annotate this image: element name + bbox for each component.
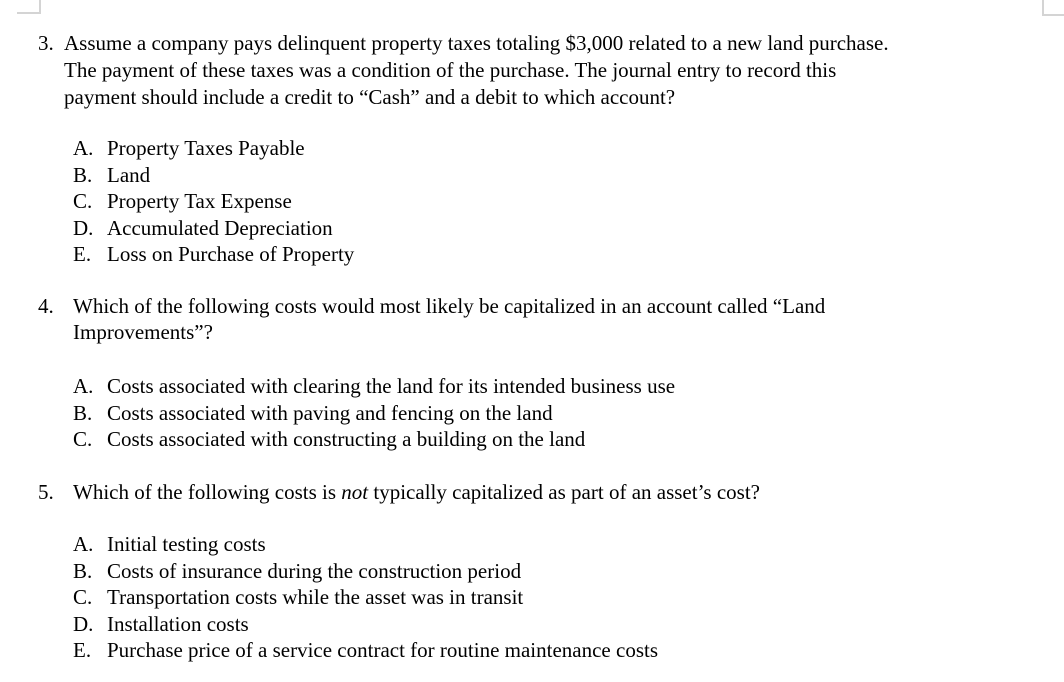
question-3-option-e bbox=[73, 241, 354, 268]
option-text: Costs associated with constructing a building on the land bbox=[107, 427, 586, 451]
option-letter: E. bbox=[73, 638, 92, 662]
option-text: Costs associated with clearing the land for its intended business use bbox=[107, 374, 676, 398]
option-letter: B. bbox=[73, 162, 93, 187]
option-text: Costs associated with paving and fencing on the land bbox=[107, 400, 553, 425]
question-5-option-c bbox=[73, 584, 523, 611]
option-text: Accumulated Depreciation bbox=[107, 215, 333, 240]
question-4-line-1: Which of the following costs would most likely be capitalized in an account called “Land bbox=[73, 294, 826, 318]
option-letter: C. bbox=[73, 585, 93, 609]
option-letter: B. bbox=[73, 558, 93, 583]
question-5-text-before: Which of the following costs is bbox=[73, 480, 342, 504]
option-letter: D. bbox=[73, 611, 94, 636]
option-text: Transportation costs while the asset was in transit bbox=[107, 585, 524, 609]
option-text: Land bbox=[107, 162, 151, 187]
option-text: Costs of insurance during the construction period bbox=[107, 558, 522, 583]
question-5-line-1 bbox=[73, 479, 760, 506]
question-3-number: 3. bbox=[38, 31, 54, 55]
option-letter: A. bbox=[73, 136, 94, 160]
option-text: Property Taxes Payable bbox=[107, 136, 305, 160]
page-corner-mark-right bbox=[1042, 0, 1064, 16]
question-5-text-after: typically capitalized as part of an asset’s cost? bbox=[368, 480, 760, 504]
option-letter: E. bbox=[73, 242, 92, 266]
option-letter: C. bbox=[73, 189, 93, 213]
question-4-option-b bbox=[73, 400, 553, 427]
question-5-option-a bbox=[73, 531, 266, 558]
question-3-line-1: Assume a company pays delinquent property taxes totaling $3,000 related to a new land purchase. bbox=[64, 31, 889, 55]
question-4-number: 4. bbox=[38, 294, 54, 318]
page-corner-mark-left bbox=[17, 0, 41, 14]
option-letter: C. bbox=[73, 427, 93, 451]
question-4-line-2: Improvements”? bbox=[73, 320, 213, 344]
option-text: Initial testing costs bbox=[107, 532, 266, 556]
question-4-option-c bbox=[73, 426, 585, 453]
question-3-option-a bbox=[73, 135, 305, 162]
question-3-line-3: payment should include a credit to “Cash” and a debit to which account? bbox=[64, 85, 676, 109]
option-text: Purchase price of a service contract for routine maintenance costs bbox=[107, 638, 659, 662]
question-3-option-c bbox=[73, 188, 292, 215]
option-letter: A. bbox=[73, 374, 94, 398]
question-5-option-d bbox=[73, 611, 249, 638]
option-letter: D. bbox=[73, 215, 94, 240]
question-5-number: 5. bbox=[38, 480, 54, 504]
question-5-option-e bbox=[73, 637, 658, 664]
option-text: Installation costs bbox=[107, 611, 249, 636]
question-3-line-2: The payment of these taxes was a condition of the purchase. The journal entry to record this bbox=[64, 58, 837, 82]
question-5-emphasis: not bbox=[341, 480, 369, 504]
question-3-option-d bbox=[73, 215, 333, 242]
question-3-option-b bbox=[73, 162, 150, 189]
option-letter: A. bbox=[73, 532, 94, 556]
option-text: Property Tax Expense bbox=[107, 189, 292, 213]
option-text: Loss on Purchase of Property bbox=[107, 242, 355, 266]
question-5-option-b bbox=[73, 558, 521, 585]
question-4-option-a bbox=[73, 373, 675, 400]
option-letter: B. bbox=[73, 400, 93, 425]
